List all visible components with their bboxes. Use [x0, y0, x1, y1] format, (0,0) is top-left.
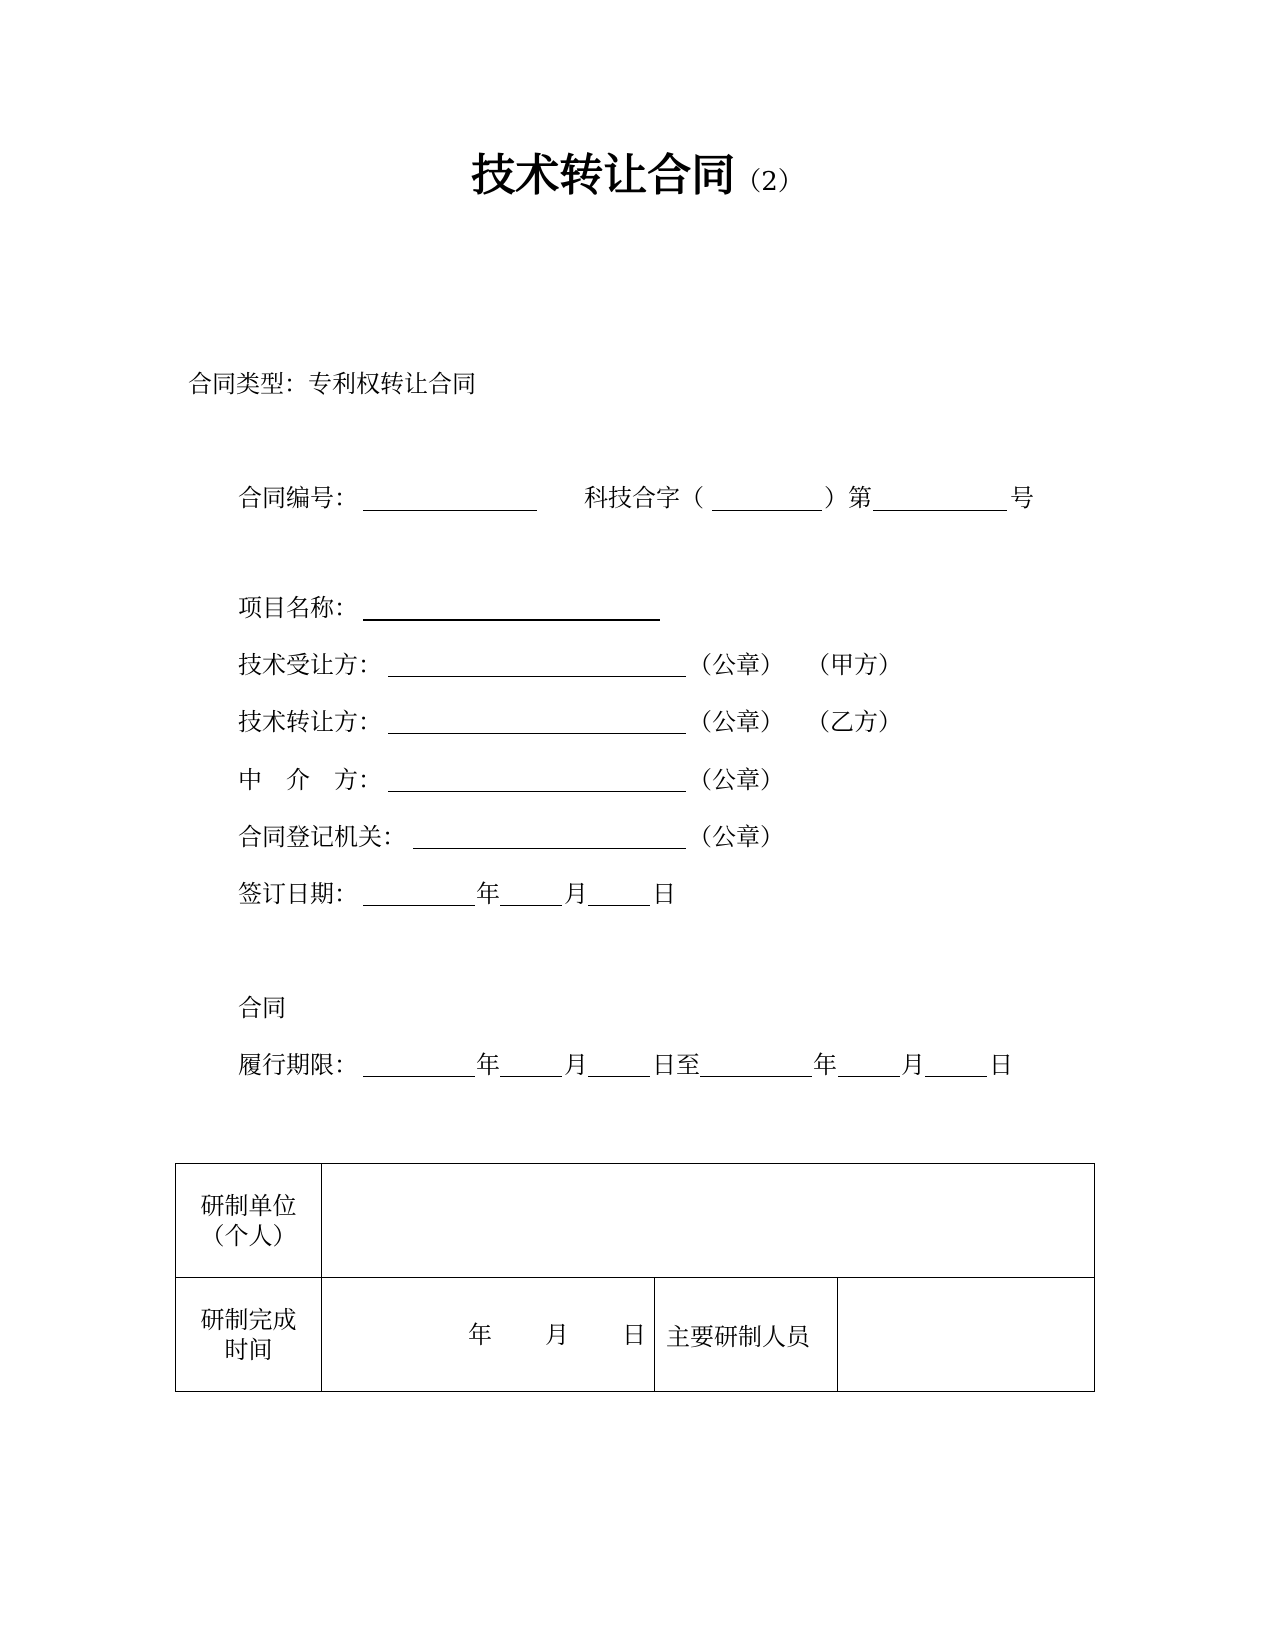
title-sub: （2）: [735, 167, 804, 197]
term-start-year-blank[interactable]: [363, 1076, 475, 1077]
transferor-seal: （公章）: [688, 708, 784, 736]
developer-label-line1: 研制单位: [200, 1191, 297, 1220]
contract-type-value: 专利权转让合同: [308, 370, 476, 398]
main-personnel-label-cell: [655, 1278, 838, 1392]
transferor-blank[interactable]: [388, 733, 686, 734]
table-row: [176, 1278, 1095, 1392]
term-heading: 合同: [238, 994, 286, 1022]
intermediary-blank[interactable]: [388, 791, 686, 792]
term-start-year-unit: 年: [476, 1051, 500, 1079]
signing-year-unit: 年: [476, 880, 500, 908]
term-label: 履行期限：: [238, 1051, 358, 1079]
ref-code-blank[interactable]: [712, 510, 822, 511]
transferor-label: 技术转让方：: [238, 708, 382, 736]
term-end-day-unit: 日: [989, 1051, 1013, 1079]
transferee-blank[interactable]: [388, 676, 686, 677]
table-row: [176, 1164, 1095, 1278]
term-end-day-blank[interactable]: [925, 1076, 987, 1077]
completion-year-unit: 年: [468, 1321, 492, 1349]
completion-day-unit: 日: [622, 1321, 646, 1349]
term-start-month-unit: 月: [564, 1051, 588, 1079]
term-start-day-to: 日至: [652, 1051, 700, 1079]
contract-type-label: 合同类型：: [188, 370, 308, 398]
term-end-year-unit: 年: [813, 1051, 837, 1079]
completion-date-cell[interactable]: [322, 1278, 655, 1392]
title-main: 技术转让合同: [471, 150, 736, 201]
main-personnel-value-cell[interactable]: [838, 1278, 1095, 1392]
ref-suffix: 号: [1010, 484, 1034, 512]
contract-type-line: [188, 367, 476, 401]
registry-blank[interactable]: [413, 848, 686, 849]
ref-middle: ）第: [824, 484, 872, 512]
developer-value-cell[interactable]: [322, 1164, 1095, 1278]
developer-info-table: [175, 1163, 1095, 1392]
document-title: [0, 148, 1275, 213]
ref-number-blank[interactable]: [873, 510, 1007, 511]
completion-label-line1: 研制完成: [200, 1305, 297, 1334]
party-b-label: （乙方）: [806, 708, 902, 736]
project-name-label: 项目名称：: [238, 594, 358, 622]
signing-year-blank[interactable]: [363, 905, 475, 906]
contract-number-blank[interactable]: [363, 510, 537, 511]
contract-number-label: 合同编号：: [238, 484, 358, 512]
developer-label-cell: [176, 1164, 322, 1278]
term-start-month-blank[interactable]: [500, 1076, 562, 1077]
registry-label: 合同登记机关：: [238, 823, 406, 851]
term-end-year-blank[interactable]: [700, 1076, 812, 1077]
completion-label-line2: 时间: [224, 1335, 273, 1364]
ref-prefix: 科技合字（: [584, 484, 704, 512]
term-end-month-unit: 月: [901, 1051, 925, 1079]
developer-label-line2: （个人）: [200, 1221, 297, 1250]
intermediary-seal: （公章）: [688, 766, 784, 794]
signing-month-unit: 月: [564, 880, 588, 908]
term-end-month-blank[interactable]: [838, 1076, 900, 1077]
term-start-day-blank[interactable]: [588, 1076, 650, 1077]
signing-day-unit: 日: [652, 880, 676, 908]
project-name-blank[interactable]: [363, 619, 660, 621]
completion-month-unit: 月: [545, 1321, 569, 1349]
main-personnel-label: 主要研制人员: [666, 1323, 810, 1351]
party-a-label: （甲方）: [806, 651, 902, 679]
registry-seal: （公章）: [688, 823, 784, 851]
transferee-label: 技术受让方：: [238, 651, 382, 679]
signing-month-blank[interactable]: [500, 905, 562, 906]
signing-day-blank[interactable]: [588, 905, 650, 906]
intermediary-label: 中 介 方：: [238, 766, 382, 794]
transferee-seal: （公章）: [688, 651, 784, 679]
completion-label-cell: [176, 1278, 322, 1392]
signing-date-label: 签订日期：: [238, 880, 358, 908]
